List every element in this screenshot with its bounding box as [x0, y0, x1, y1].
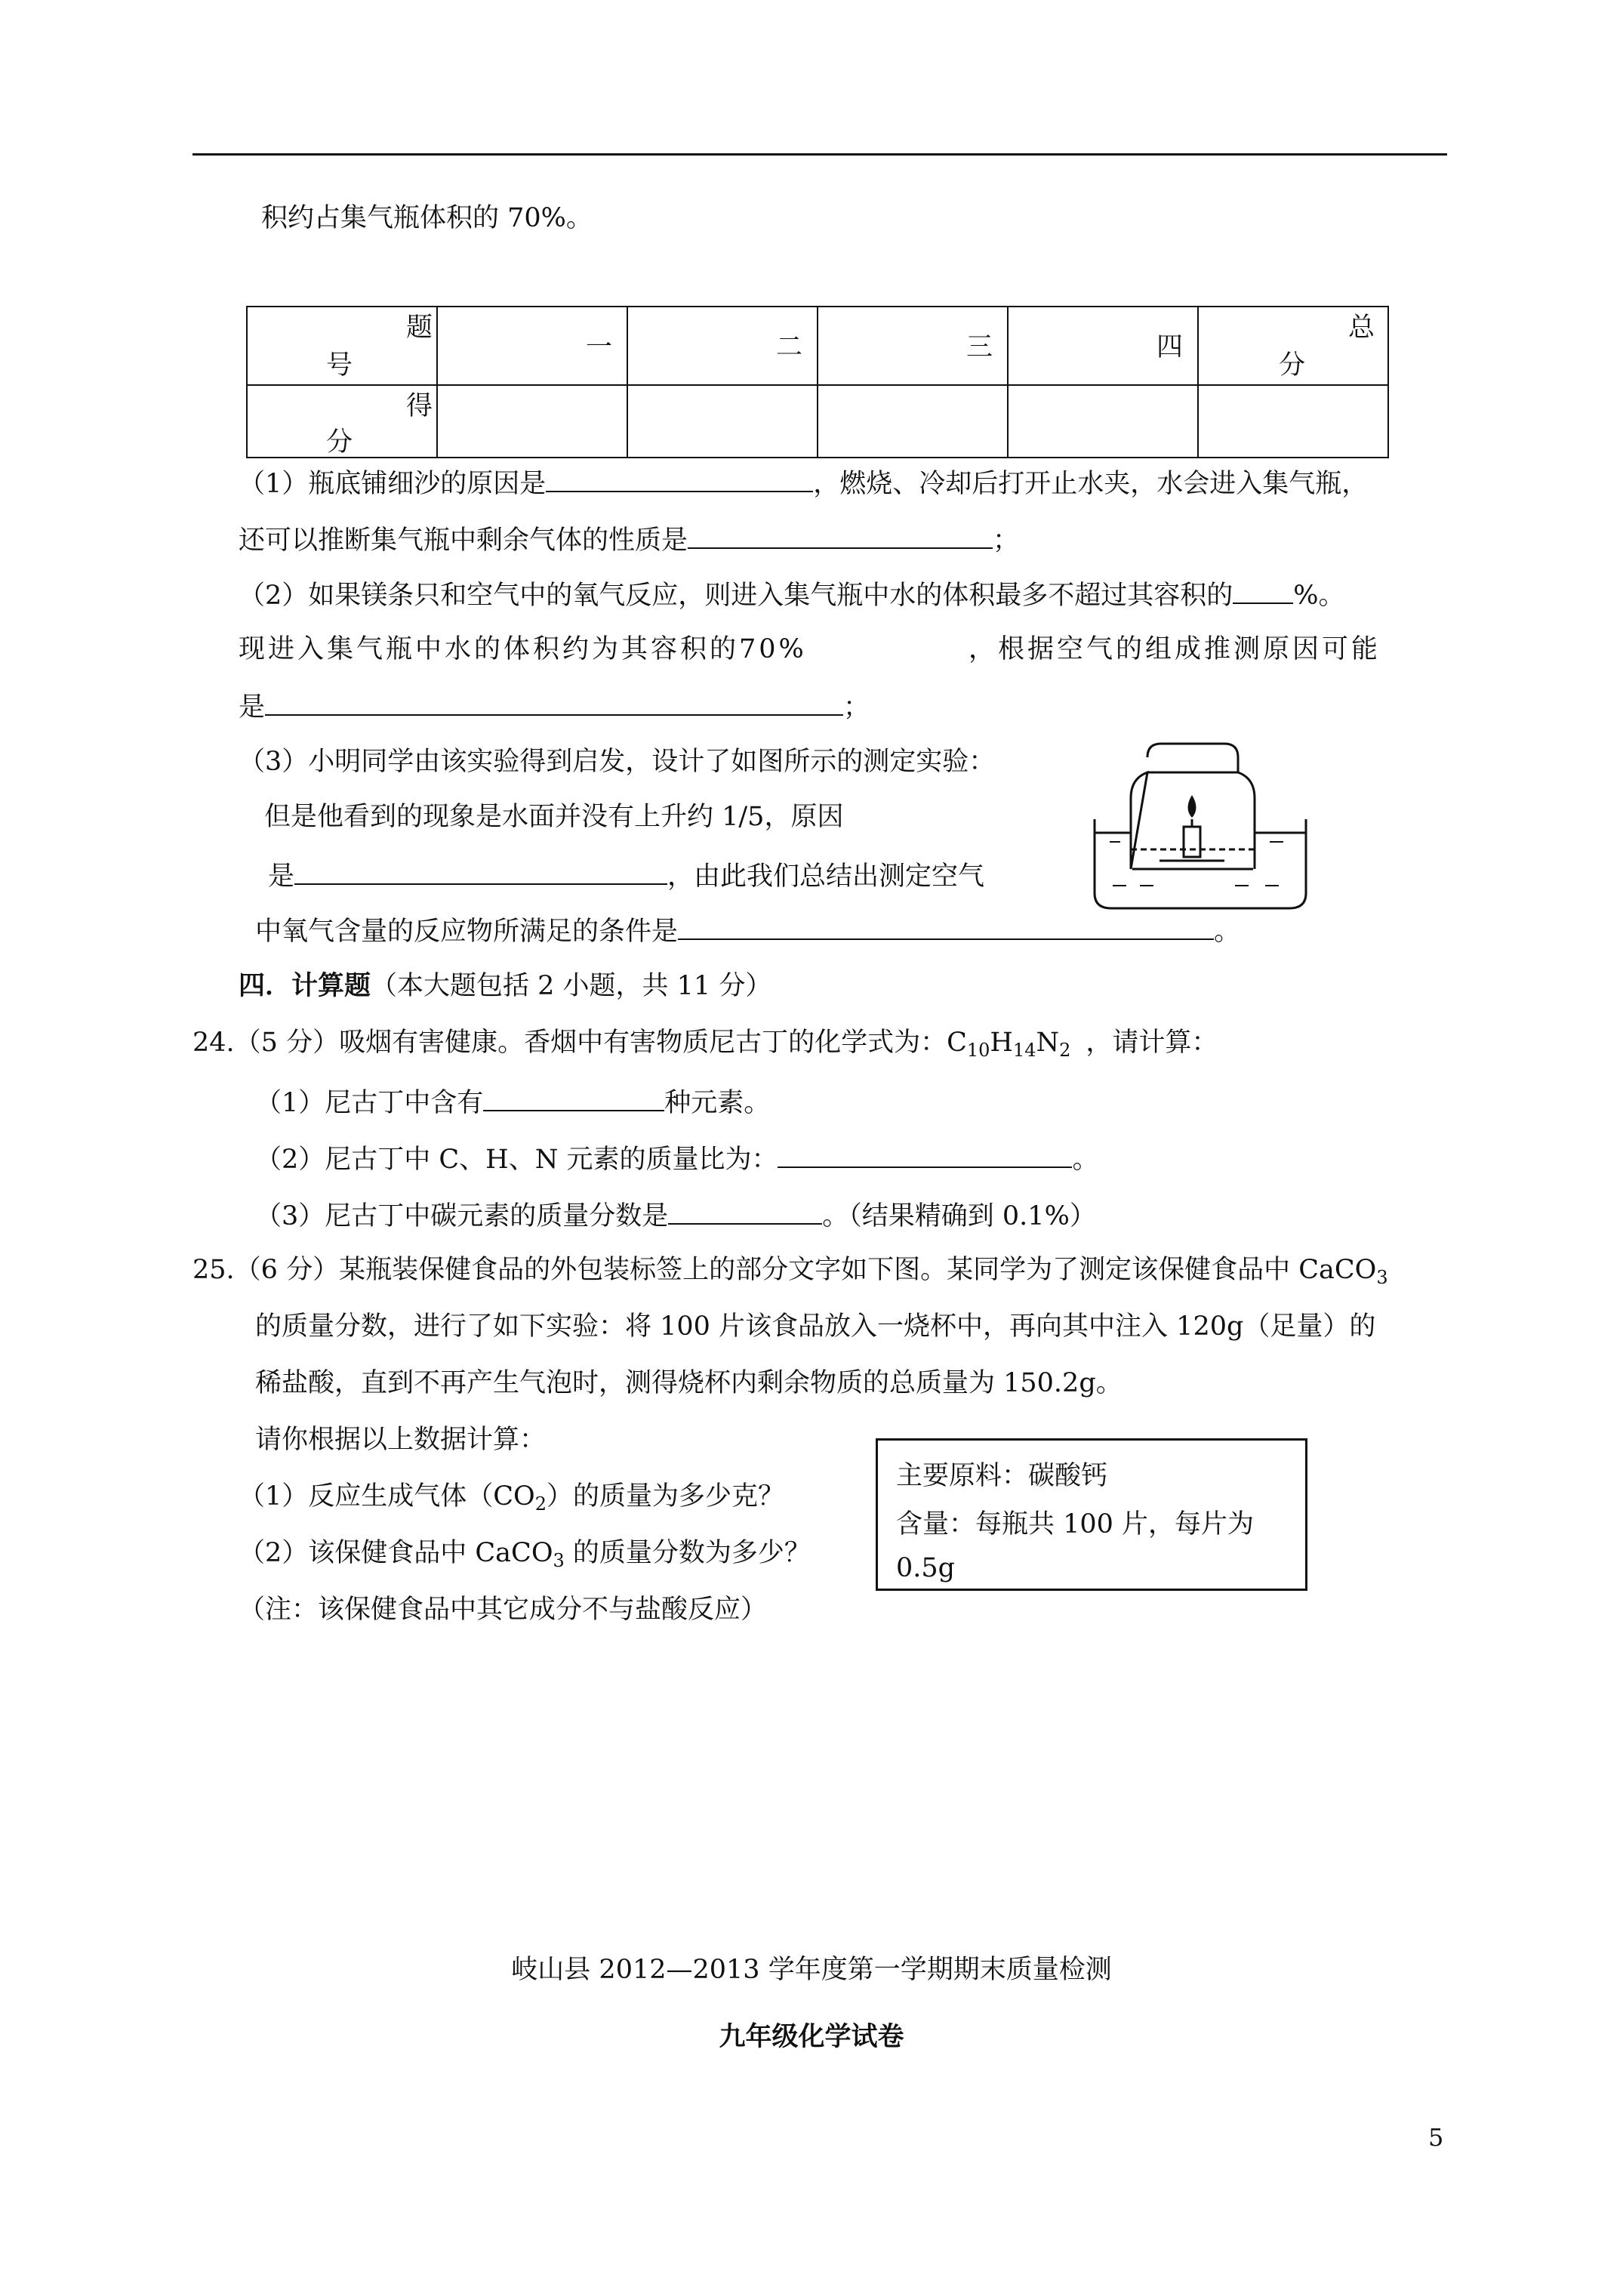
q24-blank-2[interactable]: [778, 1144, 1072, 1168]
q23-part2-line2b: ，根据空气的组成推测原因可能: [969, 634, 1381, 664]
score-cell-2[interactable]: [627, 385, 818, 458]
score-cell-total[interactable]: [1198, 385, 1388, 458]
section4-heading: 四．计算题（本大题包括 2 小题，共 11 分）: [239, 970, 772, 1001]
q24-sub3: （3）尼古丁中碳元素的质量分数是 。（结果精确到 0.1%）: [255, 1201, 1096, 1231]
q24-stem: 24.（5 分）吸烟有害健康。香烟中有害物质尼古丁的化学式为：$C_{10}H_{14}N_2$ ，请计算：: [192, 1028, 1218, 1061]
label-line-1: 主要原料：碳酸钙: [896, 1461, 1108, 1491]
score-header-2: 二: [627, 307, 818, 385]
exam-title-line1: 岐山县 2012—2013 学年度第一学期期末质量检测: [511, 1955, 1112, 1985]
q23-blank-2[interactable]: [688, 525, 993, 549]
q25-line2: 的质量分数，进行了如下实验：将 100 片该食品放入一烧杯中，再向其中注入 120g（足量）的: [255, 1311, 1376, 1342]
score-cell-1[interactable]: [437, 385, 627, 458]
q25-sub1: （1）反应生成气体$(CO_2)$的质量为多少克？: [239, 1481, 785, 1515]
q24-blank-1[interactable]: [483, 1087, 664, 1111]
q23-part3-line3: 是 ，由此我们总结出测定空气: [268, 861, 985, 892]
q23-blank-4[interactable]: [265, 692, 843, 716]
q23-part2-line1: （2）如果镁条只和空气中的氧气反应，则进入集气瓶中水的体积最多不超过其容积的 %。: [239, 581, 1345, 611]
score-header-total: 总 分: [1198, 307, 1388, 385]
q24-sub1: （1）尼古丁中含有 种元素。: [255, 1088, 771, 1118]
q24-sub2: （2）尼古丁中 C、H、N 元素的质量比为： 。: [255, 1145, 1099, 1175]
q23-blank-5[interactable]: [294, 861, 667, 885]
q25-sub2: （2）该保健食品中 CaCO$_3$ 的质量分数为多少？: [239, 1538, 811, 1571]
page-number: 5: [1428, 2123, 1444, 2152]
q25-note: （注：该保健食品中其它成分不与盐酸反应）: [239, 1595, 768, 1625]
q25-line1: 25.（6 分）某瓶装保健食品的外包装标签上的部分文字如下图。某同学为了测定该保健食品中 CaCO$_3$: [192, 1255, 1388, 1288]
q25-line4: 请你根据以上数据计算：: [255, 1425, 547, 1455]
q23-part3-line1: （3）小明同学由该实验得到启发，设计了如图所示的测定实验：: [239, 747, 996, 777]
continued-text: 积约占集气瓶体积的 70%。: [261, 203, 593, 233]
q23-part1-line1: （1）瓶底铺细沙的原因是 ，燃烧、冷却后打开止水夹，水会进入集气瓶，: [239, 469, 1369, 499]
score-table: [246, 306, 1389, 458]
q23-part3-line2: 但是他看到的现象是水面并没有上升约 1/5，原因: [264, 802, 844, 832]
q23-blank-6[interactable]: [678, 916, 1214, 940]
q23-blank-1[interactable]: [546, 468, 813, 492]
score-header-label: 题 号: [247, 307, 437, 385]
q24-blank-3[interactable]: [668, 1200, 822, 1225]
q23-part1-line2: 还可以推断集气瓶中剩余气体的性质是 ；: [239, 525, 1020, 556]
score-cell-3[interactable]: [818, 385, 1008, 458]
q23-blank-3[interactable]: [1233, 580, 1293, 604]
q23-part2-line3: 是 ；: [239, 692, 870, 723]
label-line-3: 0.5g: [896, 1553, 956, 1583]
score-header-1: 一: [437, 307, 627, 385]
q25-line3: 稀盐酸，直到不再产生气泡时，测得烧杯内剩余物质的总质量为 150.2g。: [255, 1368, 1123, 1398]
q23-part2-line2: 现进入集气瓶中水的体积约为其容积的70%: [239, 634, 807, 664]
label-line-2: 含量：每瓶共 100 片，每片为: [896, 1509, 1255, 1539]
score-row-label: 得 分: [247, 385, 437, 458]
exam-title-line2: 九年级化学试卷: [719, 2021, 904, 2052]
header-rule: [192, 153, 1447, 156]
score-header-3: 三: [818, 307, 1008, 385]
product-label-box: [876, 1438, 1307, 1591]
q23-part3-line4: 中氧气含量的反应物所满足的条件是 。: [255, 917, 1241, 947]
score-header-4: 四: [1008, 307, 1198, 385]
apparatus-diagram: [1087, 736, 1313, 917]
score-cell-4[interactable]: [1008, 385, 1198, 458]
